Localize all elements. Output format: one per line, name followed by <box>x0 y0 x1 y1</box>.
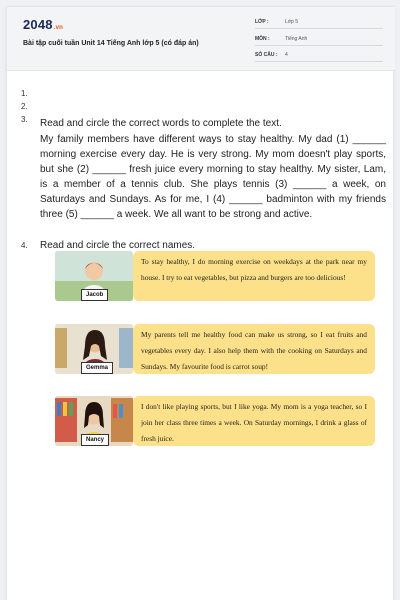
question-3-instruction: Read and circle the correct words to complete the text. <box>40 118 282 129</box>
question-1-number: 1. <box>21 89 28 98</box>
meta-value: Lớp 5 <box>285 19 299 25</box>
question-3-body <box>40 116 386 222</box>
name-tag[interactable]: Gemma <box>81 362 113 374</box>
meta-value: 4 <box>285 52 288 58</box>
document-header <box>7 7 395 71</box>
question-4-number: 4. <box>21 241 28 250</box>
meta-key: LỚP : <box>255 19 269 25</box>
meta-row-class <box>255 18 383 29</box>
name-tag[interactable]: Nancy <box>81 434 109 446</box>
name-tag[interactable]: Jacob <box>81 289 108 301</box>
meta-key: SỐ CÂU : <box>255 52 278 58</box>
question-4-instruction: Read and circle the correct names. <box>40 240 196 251</box>
logo-number: 2048 <box>23 17 53 32</box>
speech-bubble: My parents tell me healthy food can make us strong, so I eat fruits and vegetables every day. I also help them with the cooking on Saturdays and Sundays. My favourite food is carrot soup! <box>133 324 375 374</box>
meta-row-question-count <box>255 51 383 62</box>
site-logo[interactable] <box>23 17 63 32</box>
speech-bubble: I don't like playing sports, but I like yoga. My mom is a yoga teacher, so I join her class three times a week. On Saturday mornings, I drink a glass of fresh juice. <box>133 396 375 446</box>
meta-value: Tiếng Anh <box>285 36 308 42</box>
document-title: Bài tập cuối tuần Unit 14 Tiếng Anh lớp 5 (có đáp án) <box>23 40 199 47</box>
worksheet-page <box>6 6 394 600</box>
meta-row-subject <box>255 35 383 46</box>
meta-key: MÔN : <box>255 36 270 42</box>
speech-bubble: To stay healthy, I do morning exercise on weekdays at the park near my house. I try to eat vegetables, but pizza and burgers are too delicious! <box>133 251 375 301</box>
logo-suffix: .vn <box>53 25 64 31</box>
question-3-passage: My family members have different ways to stay healthy. My dad (1) ______ morning exercise every day. He is very strong. My mom doesn't play sports, but she (2) ______ fresh juice every morning to stay healthy. My sister, Lam, is a member of a tennis club. She plays tennis (3) ______ a week, on Saturdays and Sundays. As for me, I (4) ______ badminton with my friends three (5) ______ a week. We all want to be strong and active. <box>40 134 386 220</box>
question-3-number: 3. <box>21 115 28 124</box>
question-2-number: 2. <box>21 102 28 111</box>
